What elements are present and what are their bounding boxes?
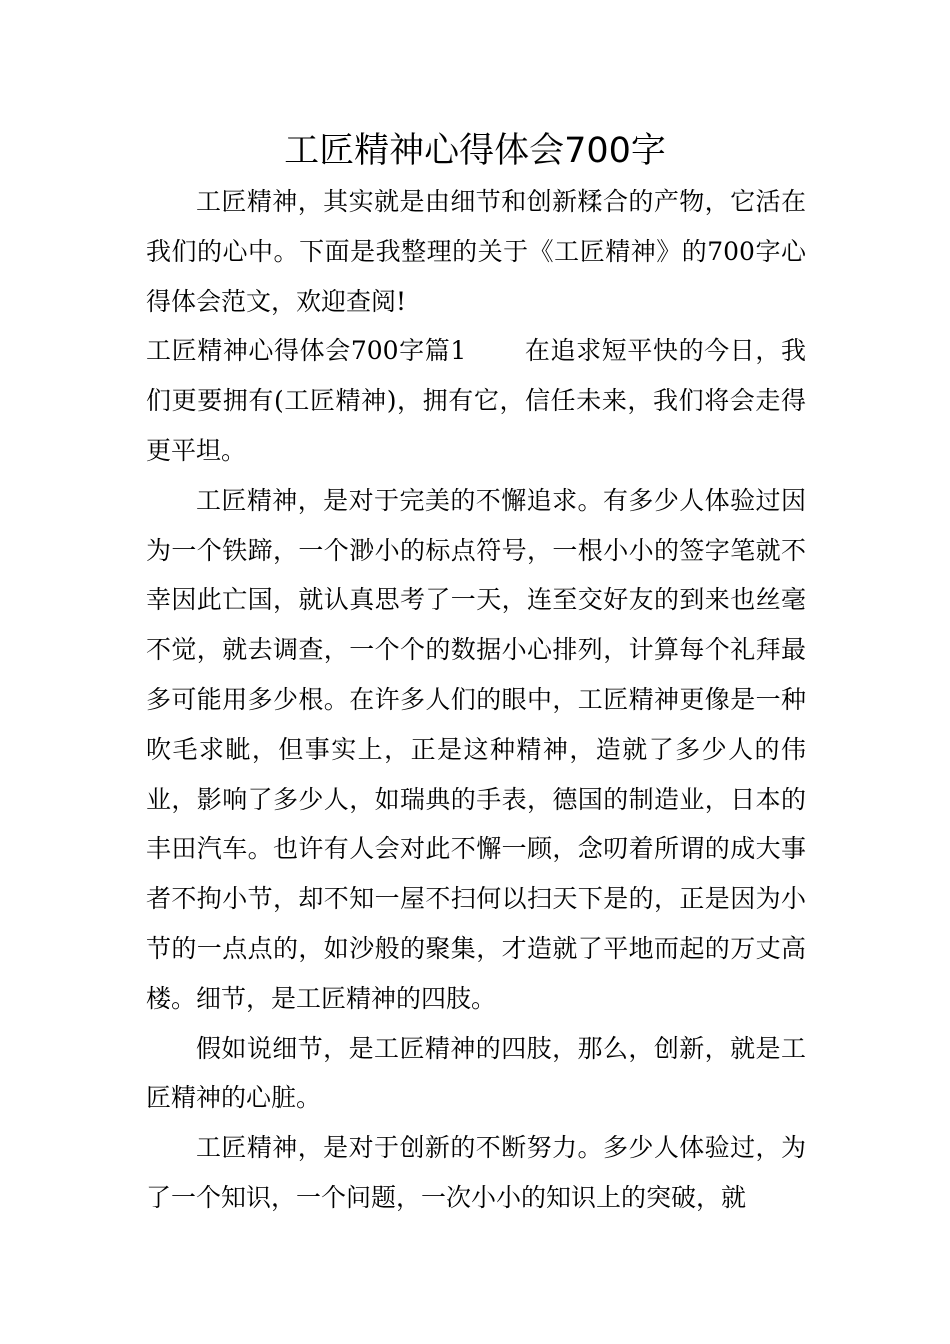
section-paragraph [146,326,806,475]
body-paragraph-detail: 工匠精神，是对于完美的不懈追求。有多少人体验过因为一个铁蹄，一个渺小的标点符号，一根小小的签字笔就不幸因此亡国，就认真思考了一天，连至交好友的到来也丝毫不觉，就去调查，一个个的数据小心排列，计算每个礼拜最多可能用多少根。在许多人们的眼中，工匠精神更像是一种吹毛求眦，但事实上，正是这种精神，造就了多少人的伟业，影响了多少人，如瑞典的手表，德国的制造业，日本的丰田汽车。也许有人会对此不懈一顾，念叨着所谓的成大事者不拘小节，却不知一屋不扫何以扫天下是的，正是因为小节的一点点的，如沙般的聚集，才造就了平地而起的万丈高楼。细节，是工匠精神的四肢。 [146,485,806,1013]
document-body [146,177,806,1223]
section-first-text: 在追求短平快的今日，我们更要拥有(工匠精神)，拥有它，信任未来，我们将会走得更平坦。 [146,336,806,465]
section-heading: 工匠精神心得体会700字篇1 [146,336,467,366]
body-paragraph-innovation: 工匠精神，是对于创新的不断努力。多少人体验过，为了一个知识，一个问题，一次小小的知识上的突破，就 [146,1133,806,1212]
intro-paragraph: 工匠精神，其实就是由细节和创新糅合的产物，它活在我们的心中。下面是我整理的关于《工匠精神》的700字心得体会范文，欢迎查阅! [146,187,806,316]
document-title: 工匠精神心得体会700字 [284,131,666,171]
body-paragraph-transition: 假如说细节，是工匠精神的四肢，那么，创新，就是工匠精神的心脏。 [146,1033,806,1113]
